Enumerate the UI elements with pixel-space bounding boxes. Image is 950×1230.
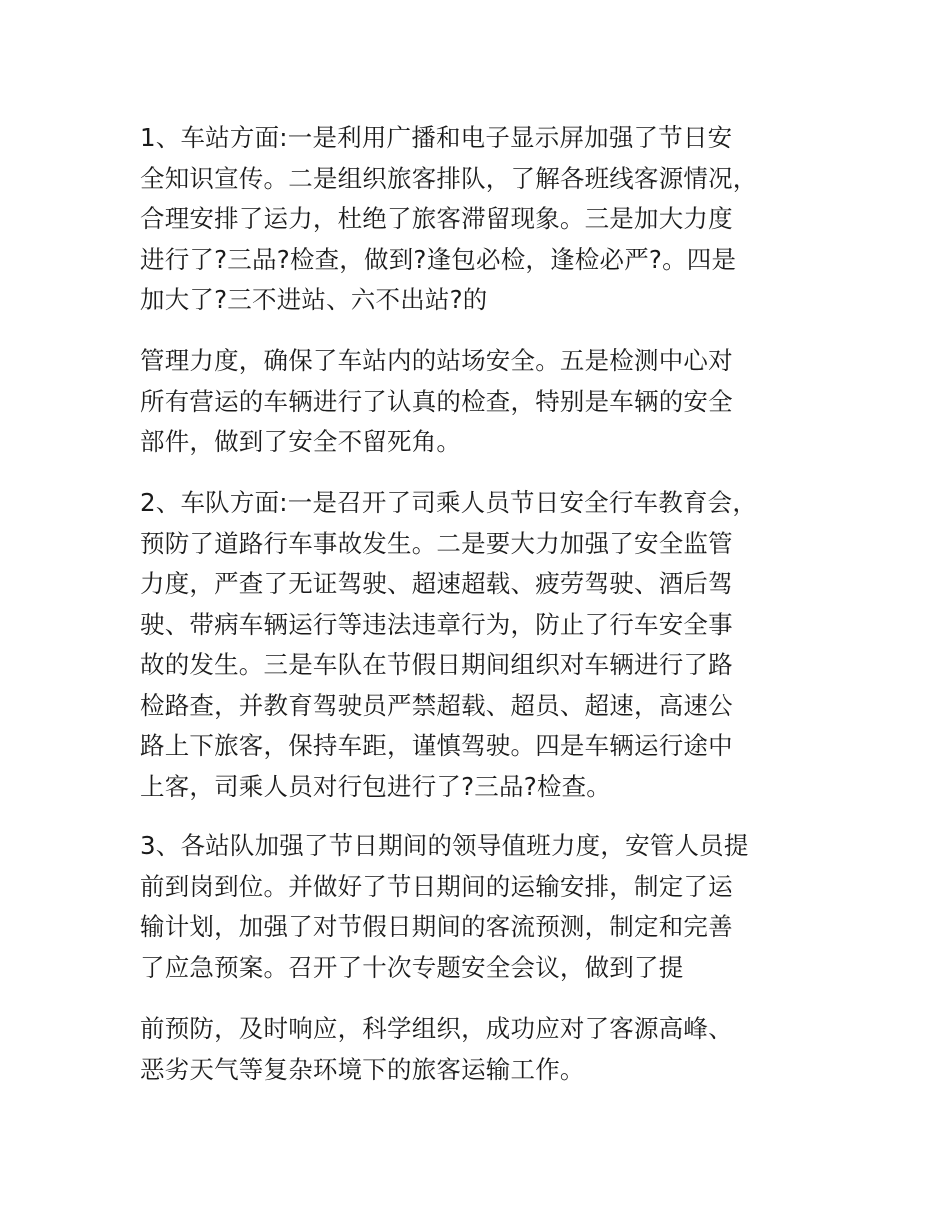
text-line: 预防了道路行车事故发生。二是要大力加强了安全监管 [140,528,733,558]
text-line: 驶、带病车辆运行等违法违章行为，防止了行车安全事 [140,609,733,639]
text-line: 合理安排了运力，杜绝了旅客滞留现象。三是加大力度 [140,204,733,233]
text-line: 管理力度，确保了车站内的站场安全。五是检测中心对 [140,346,733,375]
text-line: 力度，严查了无证驾驶、超速超载、疲劳驾驶、酒后驾 [140,569,733,598]
text-line: 全知识宣传。二是组织旅客排队，了解各班线客源情况， [140,163,758,193]
text-line: 3、各站队加强了节日期间的领导值班力度，安管人员提 [140,831,749,860]
text-line: 前预防，及时响应，科学组织，成功应对了客源高峰、 [140,1014,733,1043]
text-line: 了应急预案。召开了十次专题安全会议，做到了提 [140,952,684,982]
text-line: 路上下旅客，保持车距，谨慎驾驶。四是车辆运行途中 [140,731,733,760]
paragraph-fleet [140,483,830,807]
text-line: 检路查，并教育驾驶员严禁超载、超员、超速，高速公 [140,690,733,720]
text-line: 前到岗到位。并做好了节日期间的运输安排，制定了运 [140,871,733,901]
text-line: 上客，司乘人员对行包进行了?三品?检查。 [140,771,612,801]
text-line: 加大了?三不进站、六不出站?的 [140,285,488,314]
paragraph-station-continued [140,341,830,463]
paragraph-stations-teams [140,826,830,988]
text-line: 2、车队方面:一是召开了司乘人员节日安全行车教育会， [140,488,758,517]
text-line: 部件，做到了安全不留死角。 [140,427,462,456]
text-line: 所有营运的车辆进行了认真的检查，特别是车辆的安全 [140,386,733,416]
paragraph-stations-teams-continued [140,1009,830,1090]
text-line: 1、车站方面:一是利用广播和电子显示屏加强了节日安 [140,123,733,152]
text-line: 恶劣天气等复杂环境下的旅客运输工作。 [140,1054,585,1084]
text-line: 输计划，加强了对节假日期间的客流预测，制定和完善 [140,912,733,941]
text-line: 故的发生。三是车队在节假日期间组织对车辆进行了路 [140,650,733,679]
paragraph-station [140,118,830,321]
text-line: 进行了?三品?检查，做到?逢包必检，逢检必严?。四是 [140,244,737,274]
